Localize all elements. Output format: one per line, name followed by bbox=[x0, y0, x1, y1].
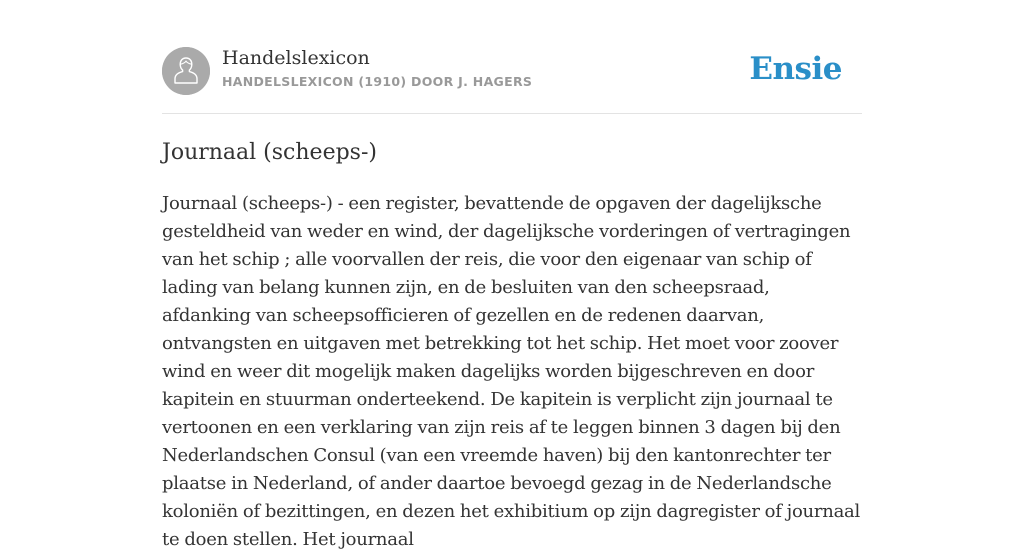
source-subtitle[interactable]: HANDELSLEXICON (1910) DOOR J. HAGERS bbox=[222, 74, 533, 89]
article-body: Journaal (scheeps-) - een register, bevattende de opgaven der dagelijksche gesteldheid van weder en wind, der dagelijksche vorderingen of vertragingen van het schip ; alle voorvallen der reis, die voor den eigenaar van schip of lading van belang kunnen zijn, en de besluiten van den scheepsraad, afdanking van scheepsofficieren of gezellen en de redenen daarvan, ontvangsten en uitgaven met betrekking tot het schip. Het moet voor zoover wind en weer dit mogelijk maken dagelijks worden bijgeschreven en door kapitein en stuurman onderteekend. De kapitein is verplicht zijn journaal te vertoonen en een verklaring van zijn reis af te leggen binnen 3 dagen bij den Nederlandschen Consul (van een vreemde haven) bij den kantonrechter ter plaatse in Nederland, of ander daartoe bevoegd gezag in de Nederlandsche koloniën of bezittingen, en dezen het exhibitium op zijn dagregister of journaal te doen stellen. Het journaal bbox=[162, 193, 861, 550]
article-title: Journaal (scheeps-) bbox=[162, 140, 377, 165]
user-silhouette-icon bbox=[162, 47, 210, 95]
source-header bbox=[162, 46, 862, 96]
header-divider bbox=[162, 113, 862, 114]
source-name[interactable]: Handelslexicon bbox=[222, 47, 370, 69]
ensie-logo-link[interactable]: Ensie bbox=[749, 51, 842, 87]
avatar[interactable] bbox=[162, 47, 210, 95]
